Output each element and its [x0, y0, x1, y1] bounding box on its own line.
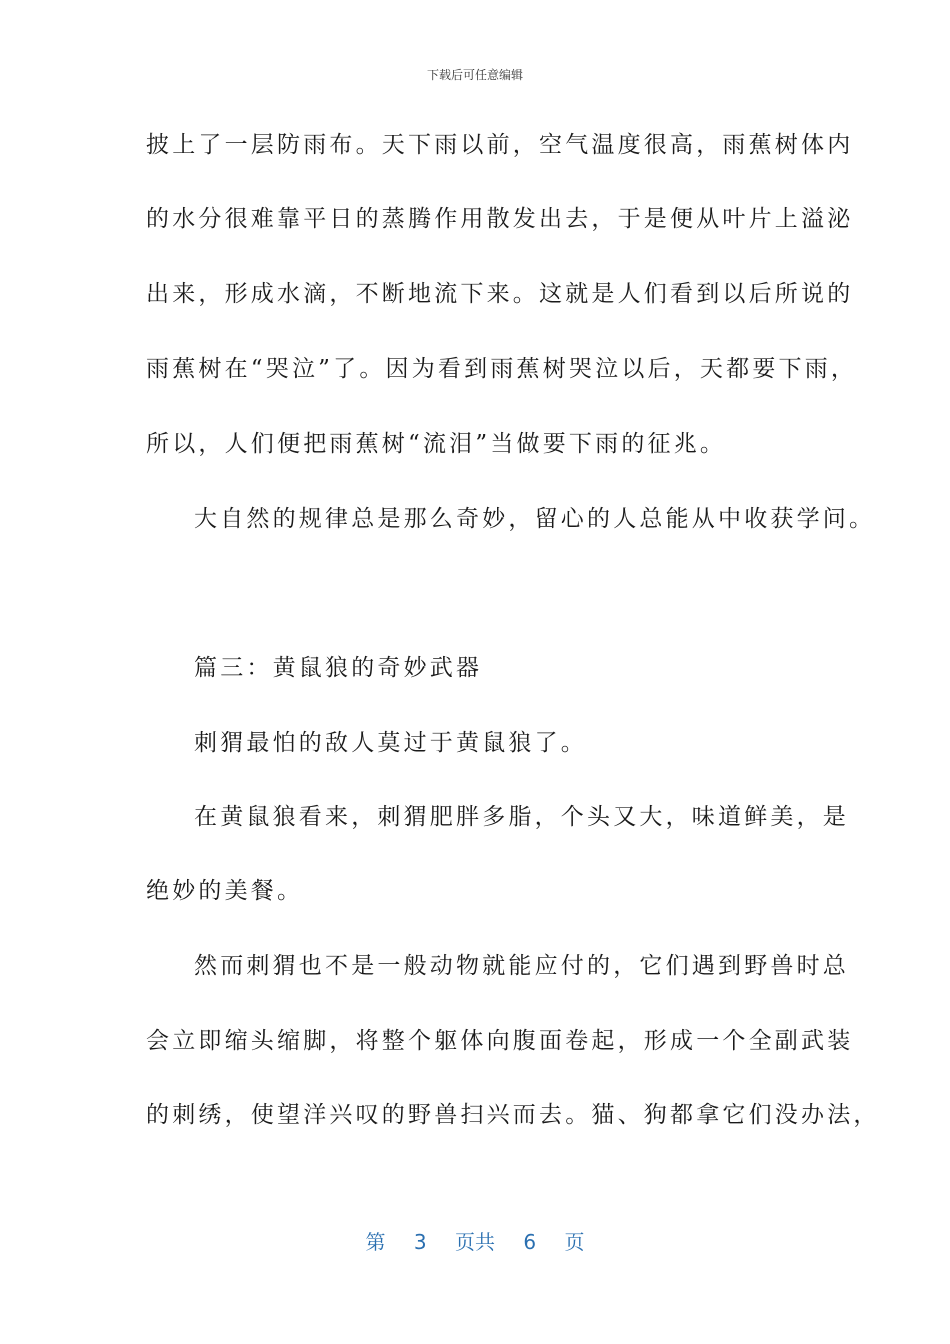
- footer-current-page: 3: [413, 1230, 427, 1254]
- body-line-1: 披上了一层防雨布。天下雨以前，空气温度很高，雨蕉树体内: [146, 132, 854, 158]
- footer-prefix: 第: [365, 1230, 386, 1254]
- body-line-6: 大自然的规律总是那么奇妙，留心的人总能从中收获学问。: [194, 506, 876, 532]
- footer-suffix: 页: [564, 1230, 585, 1254]
- page-footer: [0, 1226, 950, 1255]
- body-line-9: 在黄鼠狼看来，刺猬肥胖多脂，个头又大，味道鲜美，是: [194, 804, 849, 830]
- footer-total-pages: 6: [523, 1230, 537, 1254]
- page-header: 下载后可任意编辑: [426, 68, 523, 82]
- footer-middle: 页共: [455, 1230, 495, 1254]
- body-line-12: 会立即缩头缩脚，将整个躯体向腹面卷起，形成一个全副武装: [146, 1028, 854, 1054]
- body-line-8: 刺猬最怕的敌人莫过于黄鼠狼了。: [194, 730, 587, 756]
- body-line-5: 所以，人们便把雨蕉树“流泪”当做要下雨的征兆。: [146, 431, 727, 457]
- body-line-4: 雨蕉树在“哭泣”了。因为看到雨蕉树哭泣以后，天都要下雨，: [146, 356, 858, 382]
- body-line-3: 出来，形成水滴，不断地流下来。这就是人们看到以后所说的: [146, 281, 854, 307]
- body-line-11: 然而刺猬也不是一般动物就能应付的，它们遇到野兽时总: [194, 953, 849, 979]
- body-line-10: 绝妙的美餐。: [146, 878, 304, 904]
- section-title: 篇三：黄鼠狼的奇妙武器: [194, 655, 483, 681]
- body-line-2: 的水分很难靠平日的蒸腾作用散发出去，于是便从叶片上溢泌: [146, 206, 854, 232]
- body-line-13: 的刺绣，使望洋兴叹的野兽扫兴而去。猫、狗都拿它们没办法，: [146, 1102, 880, 1128]
